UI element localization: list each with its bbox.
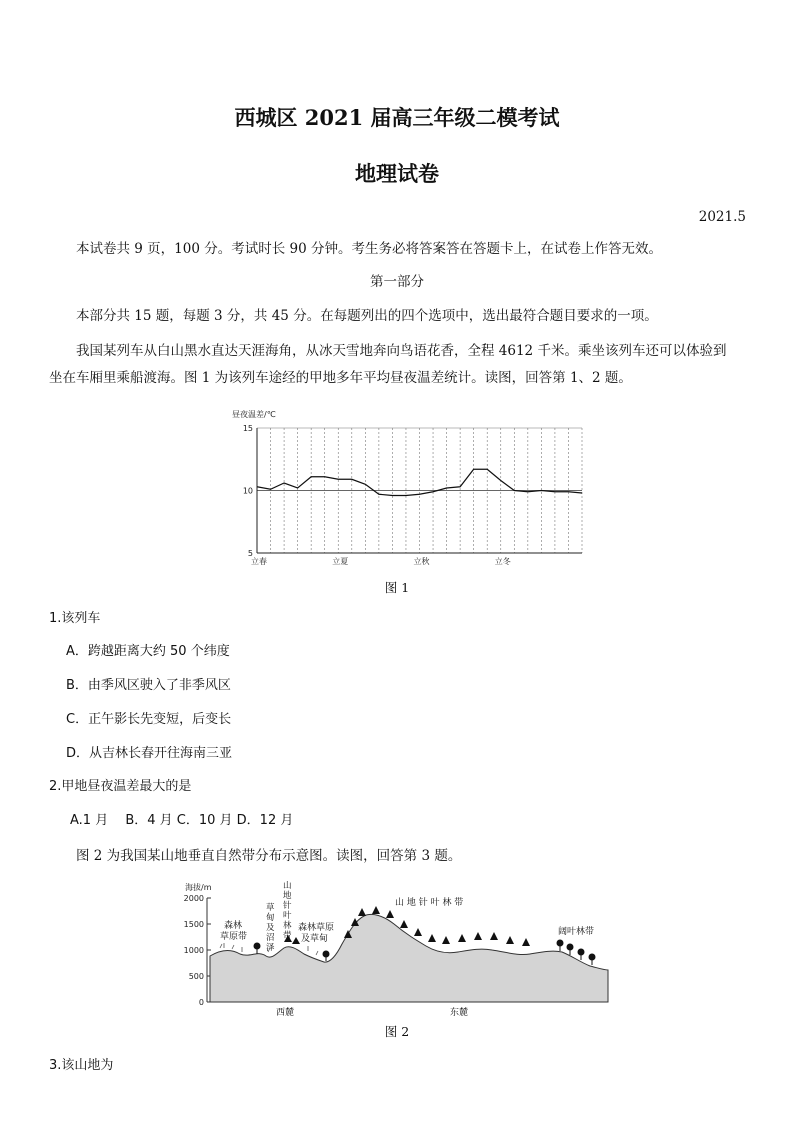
west-foot-label: 西麓 xyxy=(276,1008,295,1018)
belt-conifer-v-char-3: 针 xyxy=(283,901,292,911)
x-tick-label: 立春 xyxy=(251,557,267,566)
q1-stem: 1.该列车 xyxy=(49,611,101,626)
intro-text: 本试卷共 9 页，100 分。考试时长 90 分钟。考生务必将答案答在答题卡上，在试卷上作答无效。 xyxy=(76,241,662,257)
q3-stem: 3.该山地为 xyxy=(49,1058,114,1073)
diagram-ytick-1500: 1500 xyxy=(183,920,204,929)
belt-forest-steppe-meadow-2: 及草甸 xyxy=(301,934,329,944)
belt-conifer-horizontal: 山 地 针 叶 林 带 xyxy=(395,898,464,908)
q1-option-b: B．由季风区驶入了非季风区 xyxy=(66,678,231,693)
belt-conifer-v-char-5: 林 xyxy=(283,921,292,931)
y-tick-label: 5 xyxy=(247,549,253,558)
q1-option-d: D．从吉林长春开往海南三亚 xyxy=(66,746,233,761)
part1-instructions: 本部分共 15 题，每题 3 分，共 45 分。在每题列出的四个选项中，选出最符合题目要求的一项。 xyxy=(76,308,658,324)
y-tick-label: 10 xyxy=(242,486,253,496)
belt-conifer-v-char-6: 带 xyxy=(283,931,292,941)
y-tick-label: 15 xyxy=(242,424,253,433)
figure1-chart xyxy=(220,405,600,575)
x-tick-label: 立夏 xyxy=(332,557,349,566)
belt-meadow-swamp-char-3: 及 xyxy=(266,923,275,933)
diagram-ytick-1000: 1000 xyxy=(183,946,204,955)
belt-forest-steppe-1: 森林 xyxy=(224,921,243,931)
x-tick-label: 立秋 xyxy=(413,557,430,566)
diagram-ytick-2000: 2000 xyxy=(183,894,204,903)
belt-meadow-swamp-char-2: 甸 xyxy=(266,913,275,923)
figure1-caption: 图 1 xyxy=(384,580,410,595)
diagram-y-label: 海拔/m xyxy=(185,883,212,892)
q2-stem: 2.甲地昼夜温差最大的是 xyxy=(49,779,192,794)
belt-broadleaf: 阔叶林带 xyxy=(558,927,595,937)
q1-option-c: C．正午影长先变短，后变长 xyxy=(66,712,232,727)
belt-meadow-swamp-char-5: 泽 xyxy=(266,943,275,953)
belt-meadow-swamp-char-4: 沼 xyxy=(266,933,275,943)
figure2-diagram xyxy=(180,878,620,1018)
diagram-ytick-0: 0 xyxy=(198,998,204,1007)
chart-y-label: 昼夜温差/℃ xyxy=(232,410,276,419)
figure2-caption: 图 2 xyxy=(384,1024,410,1039)
belt-conifer-v-char-2: 地 xyxy=(283,891,292,901)
passage1-line1: 我国某列车从白山黑水直达天涯海角，从冰天雪地奔向鸟语花香，全程 4612 千米。乘坐该列车还可以体验到 xyxy=(76,343,727,359)
east-foot-label: 东麓 xyxy=(450,1008,469,1018)
part1-heading: 第一部分 xyxy=(370,274,424,290)
exam-subject: 地理试卷 xyxy=(355,161,439,186)
q1-option-a: A．跨越距离大约 50 个纬度 xyxy=(66,644,230,659)
exam-date: 2021.5 xyxy=(698,209,746,225)
belt-forest-steppe-2: 草原带 xyxy=(220,932,248,942)
q2-options: A.1 月 B．4 月 C．10 月 D．12 月 xyxy=(70,813,294,828)
x-tick-label: 立冬 xyxy=(494,557,511,566)
belt-conifer-vertical xyxy=(283,880,292,941)
chart-ticks xyxy=(243,424,253,558)
chart-grid xyxy=(257,428,582,553)
belt-meadow-swamp-char-1: 草 xyxy=(266,903,275,913)
belt-conifer-v-char-4: 叶 xyxy=(283,911,292,921)
chart-x-labels xyxy=(251,556,511,566)
exam-title: 西城区 2021 届高三年级二模考试 xyxy=(234,105,560,130)
belt-forest-steppe-meadow-1: 森林草原 xyxy=(298,923,335,933)
diagram-ytick-500: 500 xyxy=(188,972,204,981)
belt-meadow-swamp xyxy=(266,902,275,953)
passage2-text: 图 2 为我国某山地垂直自然带分布示意图。读图，回答第 3 题。 xyxy=(76,848,462,864)
belt-conifer-v-char-1: 山 xyxy=(283,881,292,891)
passage1-line2: 坐在车厢里乘船渡海。图 1 为该列车途经的甲地多年平均昼夜温差统计。读图，回答第 1、2 题。 xyxy=(49,370,632,386)
